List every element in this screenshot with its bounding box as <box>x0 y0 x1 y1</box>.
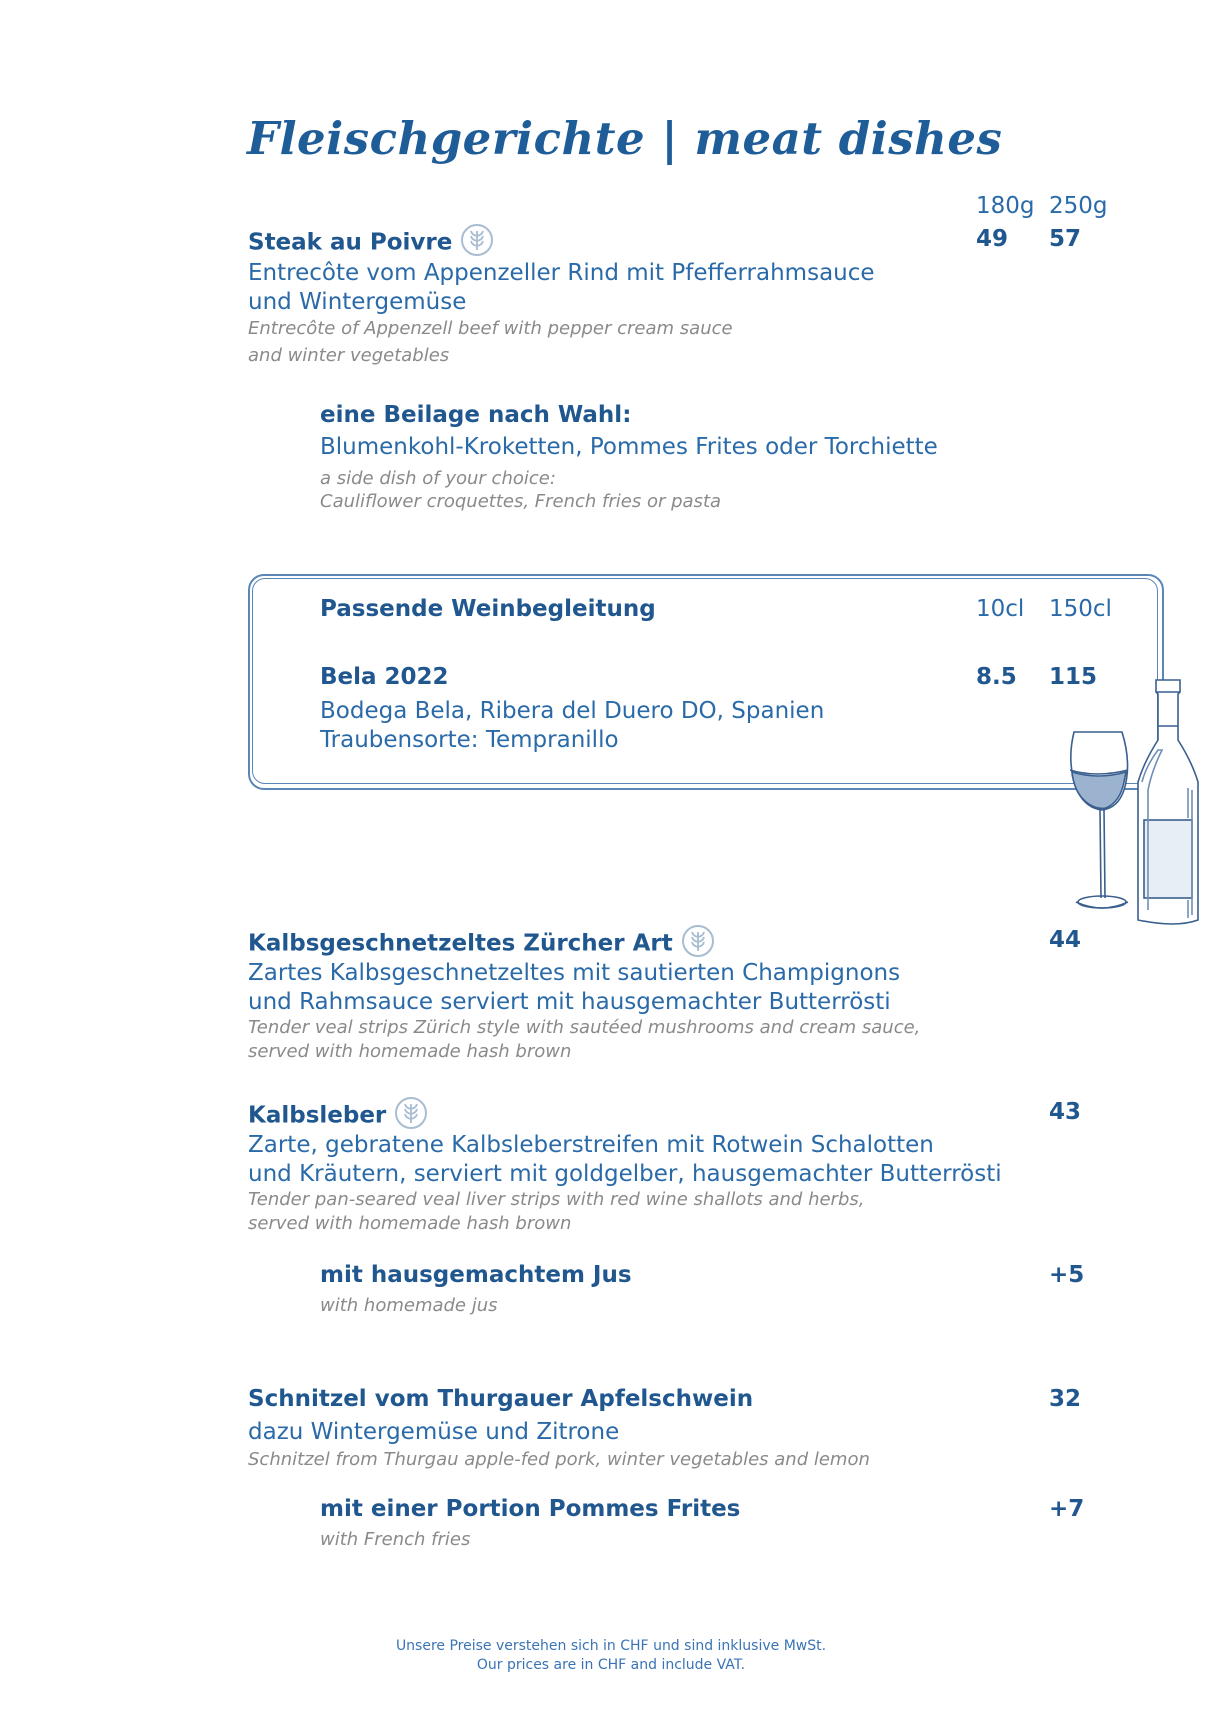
gluten-free-icon <box>460 223 494 257</box>
dish-steak-au-poivre <box>248 226 494 260</box>
description-en: Tender pan-seared veal liver strips with red wine shallots and herbs, <box>248 1189 865 1210</box>
description-en: and winter vegetables <box>248 345 450 366</box>
dish-schnitzel: Schnitzel vom Thurgauer Apfelschwein <box>248 1386 754 1412</box>
description-en: Tender veal strips Zürich style with sautéed mushrooms and cream sauce, <box>248 1017 921 1038</box>
size-label-150cl: 150cl <box>1049 596 1112 622</box>
addon-price: +7 <box>1049 1496 1085 1522</box>
wine-pairing-heading: Passende Weinbegleitung <box>320 596 656 622</box>
description-en: Entrecôte of Appenzell beef with pepper cream sauce <box>248 318 733 339</box>
price: 43 <box>1049 1099 1082 1125</box>
side-dish-heading: eine Beilage nach Wahl: <box>320 402 632 428</box>
description-de: und Wintergemüse <box>248 289 467 315</box>
description-de: Zartes Kalbsgeschnetzeltes mit sautierten Champignons <box>248 960 901 986</box>
price-10cl: 8.5 <box>976 664 1017 690</box>
wine-glass-and-bottle-illustration <box>1062 670 1210 930</box>
description-de: Zarte, gebratene Kalbsleberstreifen mit Rotwein Schalotten <box>248 1132 934 1158</box>
wine-description: Traubensorte: Tempranillo <box>320 727 619 753</box>
description-de: Blumenkohl-Kroketten, Pommes Frites oder Torchiette <box>320 434 938 460</box>
description-en: served with homemade hash brown <box>248 1041 572 1062</box>
dish-kalbsleber <box>248 1099 428 1133</box>
gluten-free-icon <box>394 1096 428 1130</box>
price-150cl: 115 <box>1049 664 1098 690</box>
size-label-250g: 250g <box>1049 193 1108 219</box>
footer-note-en: Our prices are in CHF and include VAT. <box>476 1657 746 1673</box>
page-title: Fleischgerichte | meat dishes <box>247 112 1003 165</box>
description-de: Entrecôte vom Appenzeller Rind mit Pfefferrahmsauce <box>248 260 875 286</box>
description-en: Schnitzel from Thurgau apple-fed pork, winter vegetables and lemon <box>248 1449 870 1470</box>
price: 44 <box>1049 927 1082 953</box>
wine-description: Bodega Bela, Ribera del Duero DO, Spanien <box>320 698 825 724</box>
dish-name: Steak au Poivre <box>248 229 453 256</box>
description-de: dazu Wintergemüse und Zitrone <box>248 1419 620 1445</box>
price: 32 <box>1049 1386 1082 1412</box>
description-en: a side dish of your choice: <box>320 468 556 489</box>
price-250g: 57 <box>1049 226 1082 252</box>
addon-fries: mit einer Portion Pommes Frites <box>320 1496 741 1522</box>
description-en: with French fries <box>320 1529 471 1550</box>
price-180g: 49 <box>976 226 1009 252</box>
description-en: with homemade jus <box>320 1295 498 1316</box>
description-en: served with homemade hash brown <box>248 1213 572 1234</box>
size-label-10cl: 10cl <box>976 596 1025 622</box>
footer-note-de: Unsere Preise verstehen sich in CHF und sind inklusive MwSt. <box>395 1638 827 1654</box>
gluten-free-icon <box>681 924 715 958</box>
addon-jus: mit hausgemachtem Jus <box>320 1262 632 1288</box>
dish-name: Kalbsgeschnetzeltes Zürcher Art <box>248 930 673 957</box>
description-de: und Rahmsauce serviert mit hausgemachter Butterrösti <box>248 989 891 1015</box>
description-de: und Kräutern, serviert mit goldgelber, hausgemachter Butterrösti <box>248 1161 1002 1187</box>
size-label-180g: 180g <box>976 193 1035 219</box>
dish-name: Kalbsleber <box>248 1102 387 1129</box>
dish-kalbsgeschnetzeltes <box>248 927 715 961</box>
description-en: Cauliflower croquettes, French fries or pasta <box>320 491 722 512</box>
addon-price: +5 <box>1049 1262 1085 1288</box>
wine-name: Bela 2022 <box>320 664 449 690</box>
